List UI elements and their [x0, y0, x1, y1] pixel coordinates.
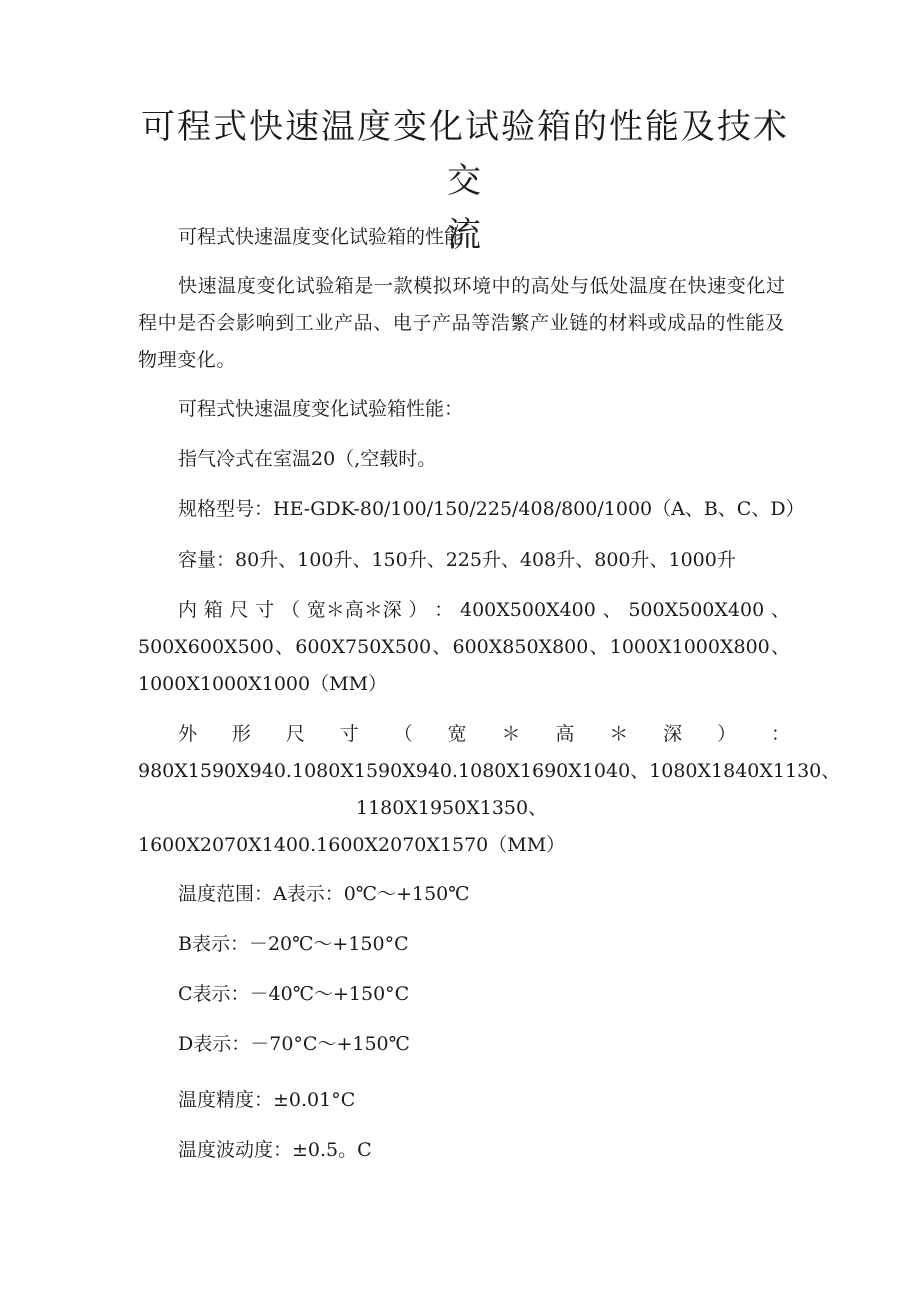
outer-size-part: （ [393, 723, 413, 745]
outer-size-part: ： [770, 723, 790, 745]
inner-size-row-1 [178, 592, 790, 629]
outer-size-part: 外 [178, 723, 198, 745]
outer-size-part: 宽 [447, 723, 467, 745]
inner-size-part: 、 [602, 599, 622, 621]
temp-accuracy: 温度精度：±0.01°C [178, 1089, 356, 1111]
outer-size-part: 尺 [285, 723, 305, 745]
inner-size-part: 内 [178, 599, 198, 621]
inner-size-part: 1000X1000X800 [609, 636, 770, 658]
outer-size-part: ） [717, 723, 737, 745]
section-heading: 可程式快速温度变化试验箱的性能 [178, 226, 464, 248]
temp-range-c: C表示：－40℃～+150°C [178, 983, 410, 1005]
inner-size-part: （ [281, 599, 301, 621]
inner-size-row-2 [138, 629, 790, 666]
inner-size-row-3: 1000X1000X1000（MM） [138, 673, 388, 695]
outer-size-part: ＊ [501, 723, 521, 745]
inner-size-part: 、 [275, 636, 295, 658]
outer-size-part: 深 [663, 723, 683, 745]
inner-size-part: 、 [432, 636, 452, 658]
temp-range-a: 温度范围：A表示：0℃～+150℃ [178, 883, 470, 905]
inner-size-part: 箱 [203, 599, 223, 621]
outer-size-part: ＊ [609, 723, 629, 745]
outer-size-left: 980X1590X940.1080X1590X940.1080X1690X1040、 [138, 760, 650, 782]
temp-range-d: D表示：－70°C～+150℃ [178, 1033, 410, 1055]
outer-size-row-3: 1180X1950X1350、 [356, 797, 548, 819]
title-line-1: 可程式快速温度变化试验箱的性能及技术交 [141, 107, 789, 201]
capacity-spec: 容量：80升、100升、150升、225升、408升、800升、1000升 [178, 549, 736, 571]
outer-size-row-4: 1600X2070X1400.1600X2070X1570（MM） [138, 834, 566, 856]
outer-size-part: 高 [555, 723, 575, 745]
performance-heading: 可程式快速温度变化试验箱性能： [178, 398, 464, 420]
inner-size-part: 500X500X400 [628, 599, 765, 621]
inner-size-part: 600X750X500 [295, 636, 432, 658]
inner-size-part: 600X850X800 [452, 636, 589, 658]
temp-range-b: B表示：－20℃～+150°C [178, 933, 409, 955]
temp-fluctuation: 温度波动度：±0.5。C [178, 1139, 372, 1161]
outer-size-right: 1080X1840X1130、 [649, 760, 841, 782]
model-spec: 规格型号：HE-GDK-80/100/150/225/408/800/1000（A、B、C、D） [178, 498, 805, 520]
inner-size-part: 寸 [255, 599, 275, 621]
inner-size-part: 尺 [229, 599, 249, 621]
inner-size-part: 、 [770, 636, 790, 658]
outer-size-row-2 [138, 753, 841, 790]
inner-size-part: 400X500X400 [460, 599, 596, 621]
cooling-note: 指气冷式在室温20（,空载时。 [178, 448, 437, 470]
inner-size-part: ： [434, 599, 454, 621]
title-line-2: 流 [447, 215, 483, 255]
inner-size-part: 、 [589, 636, 609, 658]
outer-size-row-1 [178, 716, 790, 753]
outer-size-part: 寸 [339, 723, 359, 745]
inner-size-part: ） [408, 599, 428, 621]
outer-size-part: 形 [231, 723, 251, 745]
intro-paragraph: 快速温度变化试验箱是一款模拟环境中的高处与低处温度在快速变化过程中是否会影响到工业产品、电子产品等浩繁产业链的材料或成品的性能及物理变化。 [138, 275, 786, 371]
inner-size-part: 宽＊高＊深 [306, 599, 402, 621]
inner-size-part: 500X600X500 [138, 636, 274, 658]
inner-size-part: 、 [770, 599, 790, 621]
